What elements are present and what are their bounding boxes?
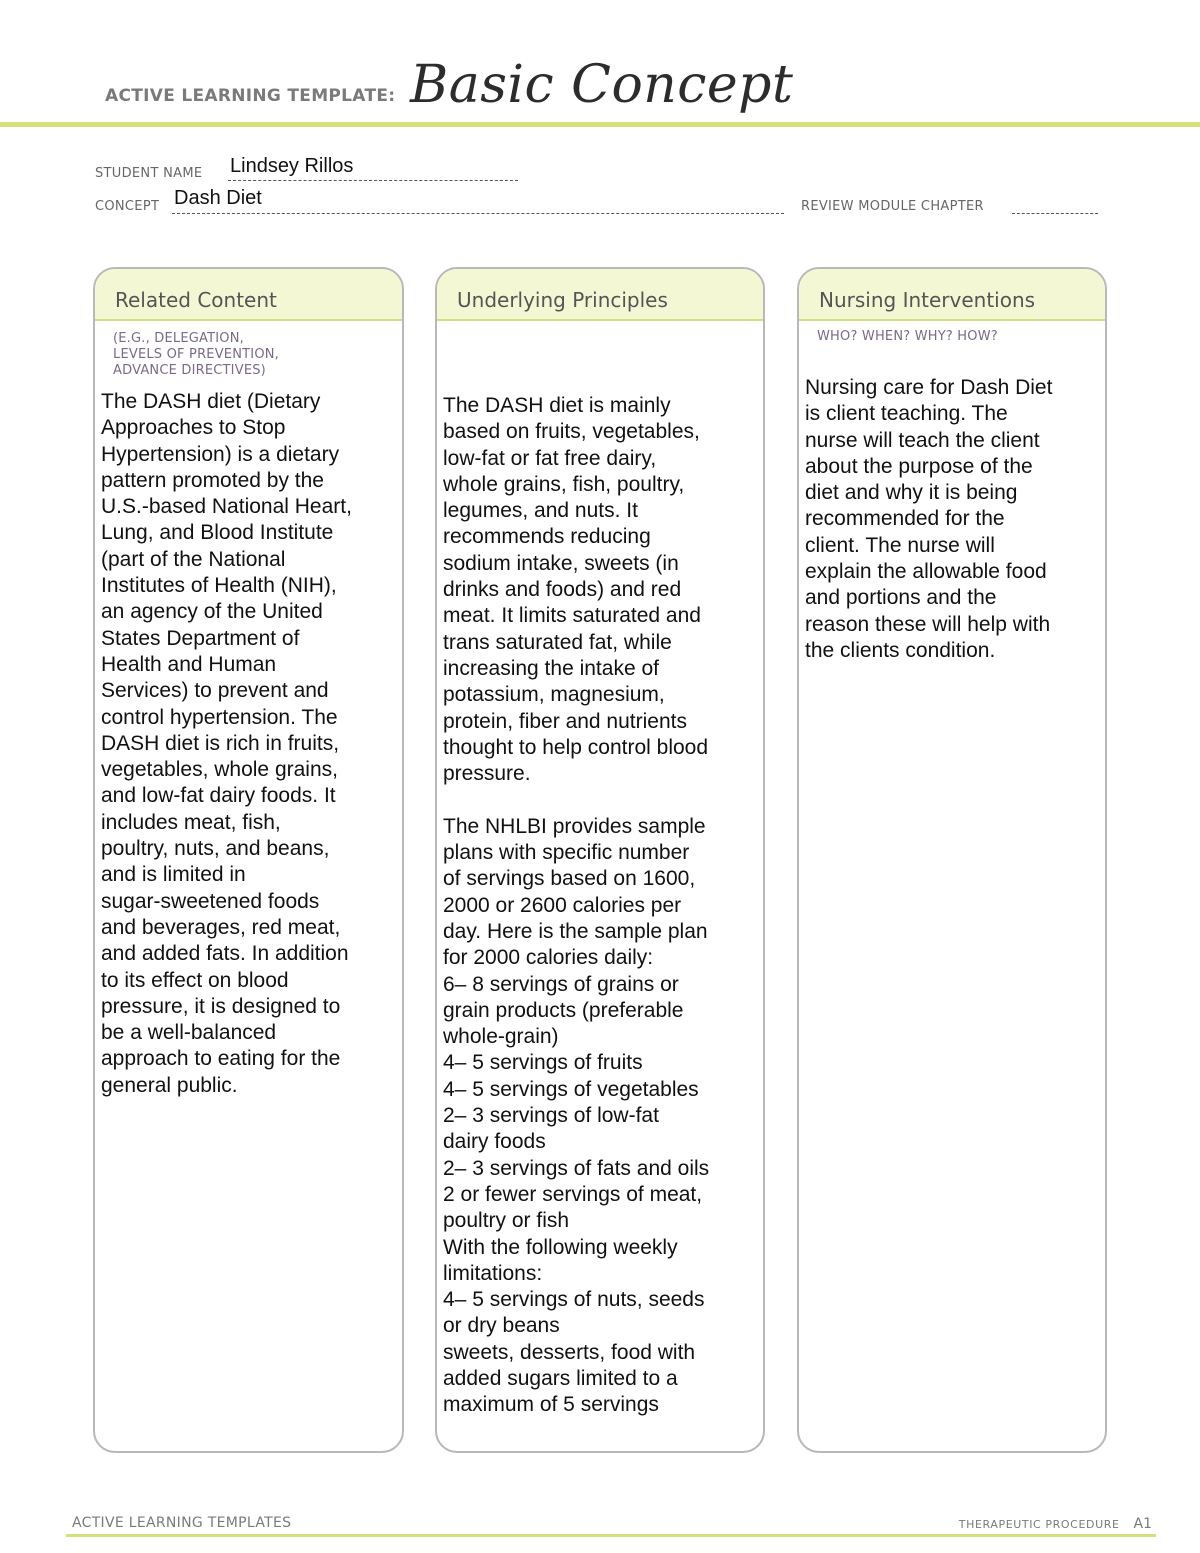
related-content-hint: (E.G., DELEGATION, LEVELS OF PREVENTION, ADVANCE DIRECTIVES)	[113, 331, 280, 378]
footer-category: THERAPEUTIC PROCEDURE	[958, 1518, 1120, 1531]
nursing-interventions-text[interactable]: Nursing care for Dash Diet is client teaching. The nurse will teach the client about the purpose of the diet and why it is being recommended for the client. The nurse will explain the allowable food and portions and the reason these will help with the clients condition.	[805, 376, 1053, 662]
student-name-field[interactable]: Lindsey Rillos	[230, 155, 354, 177]
related-content-heading: Related Content	[95, 269, 402, 321]
concept-label: CONCEPT	[95, 199, 160, 214]
nursing-interventions-panel	[797, 267, 1107, 1453]
underlying-principles-panel	[435, 267, 765, 1453]
review-module-field[interactable]	[1012, 213, 1098, 214]
student-name-line	[228, 180, 518, 181]
student-name-label: STUDENT NAME	[95, 166, 203, 181]
related-content-text[interactable]: The DASH diet (Dietary Approaches to Stop Hypertension) is a dietary pattern promoted by the U.S.-based National Heart, Lung, and Blood Institute (part of the National Institutes of Health (NIH), an agency of the United States Department of Health and Human Services) to prevent and control hypertension. The DASH diet is rich in fruits, vegetables, whole grains, and low-fat dairy foods. It includes meat, fish, poultry, nuts, and beans, and is limited in sugar-sweetened foods and beverages, red meat, and added fats. In addition to its effect on blood pressure, it is designed to be a well-balanced approach to eating for the general public.	[101, 390, 352, 1097]
footer-divider	[66, 1534, 1156, 1537]
underlying-principles-heading: Underlying Principles	[437, 269, 763, 321]
page-title: Basic Concept	[410, 55, 794, 115]
footer-right	[959, 1516, 1152, 1532]
concept-line	[172, 213, 784, 214]
template-label: ACTIVE LEARNING TEMPLATE:	[105, 86, 396, 106]
footer-left: ACTIVE LEARNING TEMPLATES	[72, 1515, 292, 1531]
nursing-interventions-heading: Nursing Interventions	[799, 269, 1105, 321]
header-divider	[0, 122, 1200, 127]
concept-field[interactable]: Dash Diet	[174, 187, 262, 209]
review-module-label: REVIEW MODULE CHAPTER	[801, 199, 984, 214]
related-content-panel	[93, 267, 404, 1453]
nursing-interventions-hint: WHO? WHEN? WHY? HOW?	[817, 329, 998, 344]
page-number: A1	[1133, 1516, 1152, 1532]
underlying-principles-text[interactable]: The DASH diet is mainly based on fruits, vegetables, low-fat or fat free dairy, whole grains, fish, poultry, legumes, and nuts. It recommends reducing sodium intake, sweets (in drinks and foods) and red meat. It limits saturated and trans saturated fat, while increasing the intake of potassium, magnesium, protein, fiber and nutrients thought to help control blood pressure. The NHLBI provides sample plans with specific number of servings based on 1600, 2000 or 2600 calories per day. Here is the sample plan for 2000 calories daily: 6– 8 servings of grains or grain products (preferable whole-grain) 4– 5 servings of fruits 4– 5 servings of vegetables 2– 3 servings of low-fat dairy foods 2– 3 servings of fats and oils 2 or fewer servings of meat, poultry or fish With the following weekly limitations: 4– 5 servings of nuts, seeds or dry beans sweets, desserts, food with added sugars limited to a maximum of 5 servings	[443, 394, 710, 1417]
